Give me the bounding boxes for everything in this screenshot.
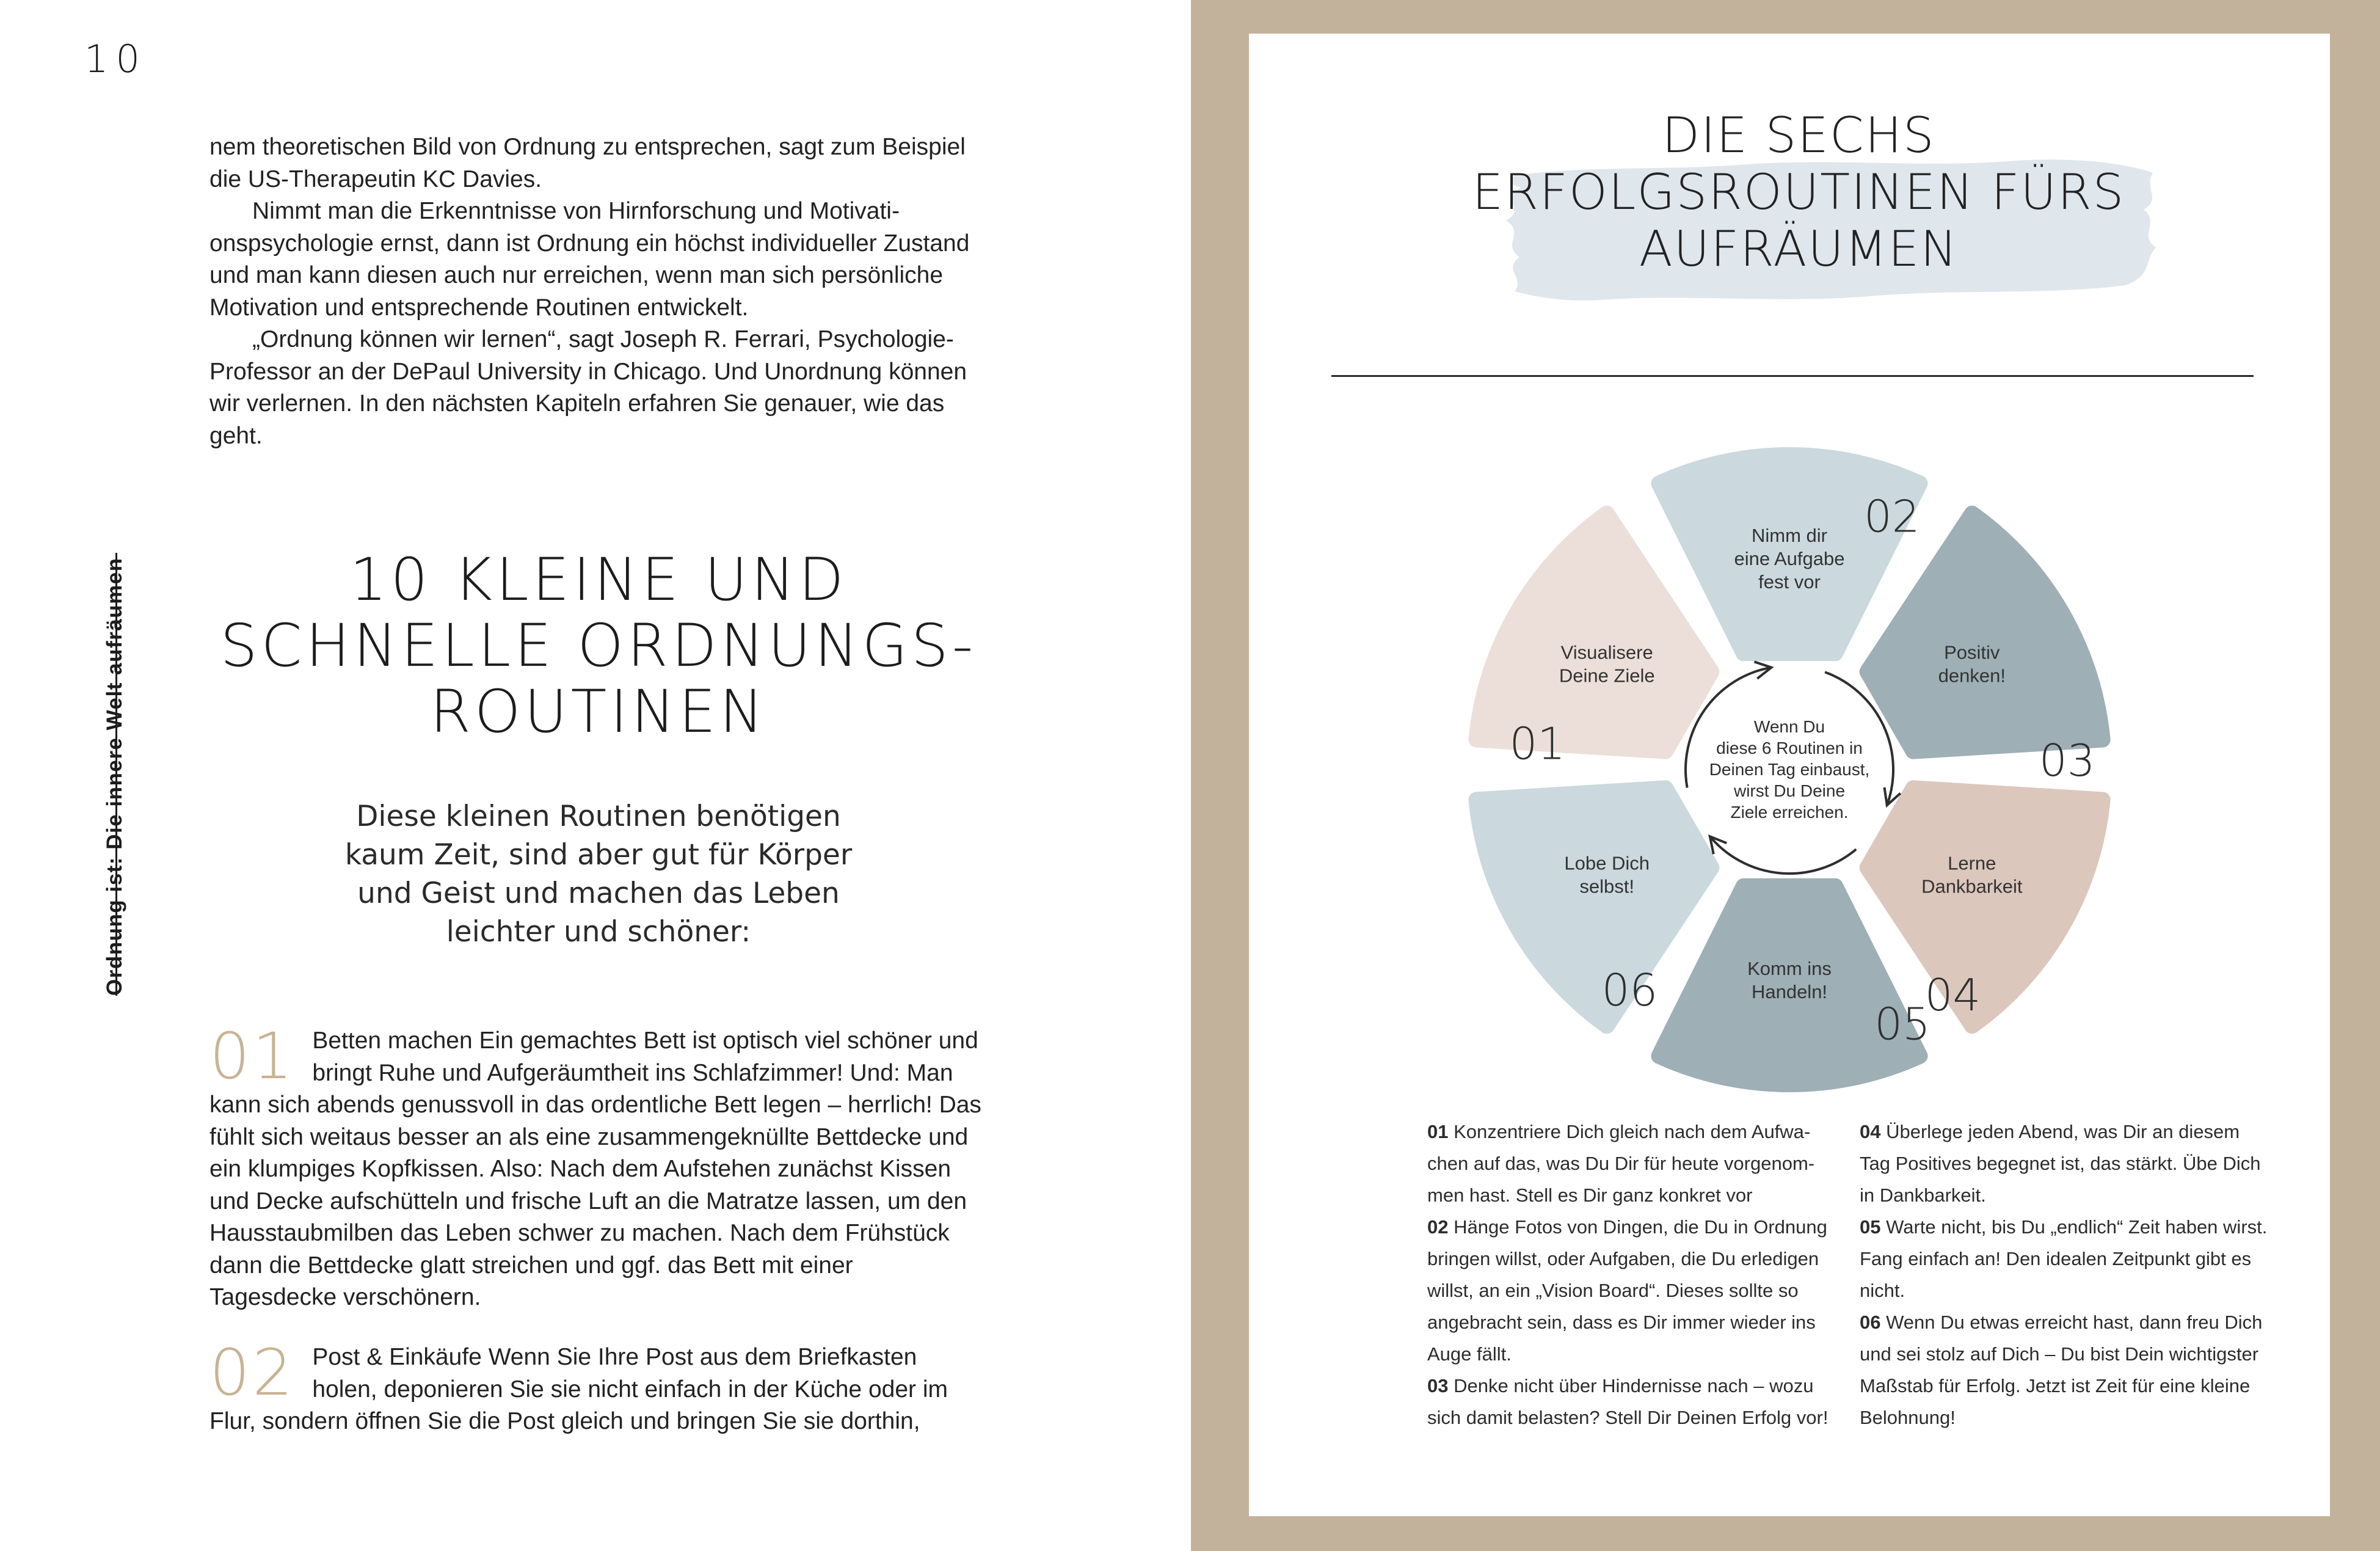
legend-text: Konzentriere Dich gleich nach dem Aufwachen auf das, was Du Dir für heute vorgenommen hast. Stell es Dir ganz konkret vor — [1427, 1121, 1815, 1206]
routine-text: Ein gemachtes Bett ist optisch viel schöner und bringt Ruhe und Aufgeräumtheit ins Schlafzimmer! Und: Man kann sich abends genussvoll in das ordentliche Bett legen – herrlich! Das fühlt sich weitaus besser an als eine zusammengeknüllte Bettdecke und ein klumpiges Kopfkissen. Also: Nach dem Aufstehen zunächst Kissen und Decke aufschütteln und frische Luft an die Matratze lassen, um den Hausstaubmilben das Leben schwer zu machen. Nach dem Frühstück dann die Bettdecke glatt streichen und ggf. das Bett mit einer Tagesdecke verschönern. — [209, 1027, 981, 1310]
legend-number: 03 — [1427, 1375, 1449, 1396]
legend-column-right — [1860, 1116, 2275, 1434]
infographic-card — [1249, 34, 2330, 1516]
legend-number: 01 — [1427, 1121, 1449, 1142]
legend-item — [1427, 1116, 1843, 1211]
routine-text: Wenn Sie Ihre Post aus dem Briefkasten holen, deponieren Sie sie nicht einfach in der Küche oder im Flur, sondern öffnen Sie die Post gleich und bringen Sie sie dorthin, — [209, 1344, 948, 1434]
legend-item — [1860, 1116, 2275, 1211]
heading-line: 10 KLEINE UND — [349, 546, 848, 614]
wheel-segment-03 — [1868, 514, 2103, 751]
legend-text: Denke nicht über Hindernisse nach – wozu sich damit belasten? Stell Dir Deinen Erfolg vor! — [1427, 1375, 1829, 1428]
wheel-segment-label: Lobe Dich selbst! — [1564, 852, 1650, 897]
heading-divider — [1331, 375, 2254, 377]
intro-paragraph: nem theoretischen Bild von Ordnung zu entsprechen, sagt zum Beispiel die US-Therapeutin KC Davies. — [209, 134, 966, 192]
wheel-center-text: Wenn Du diese 6 Routinen in Deinen Tag einbaust, wirst Du Deine Ziele erreichen. — [1709, 717, 1870, 822]
wheel-segment-number: 04 — [1924, 969, 1981, 1021]
section-heading — [159, 547, 1038, 745]
legend-text: Wenn Du etwas erreicht hast, dann freu Dich und sei stolz auf Dich – Du bist Dein wichtigster Maßstab für Erfolg. Jetzt ist Zeit für eine kleine Belohnung! — [1860, 1312, 2263, 1428]
legend-text: Überlege jeden Abend, was Dir an diesem Tag Positives begegnet ist, das stärkt. Übe Dich in Dankbarkeit. — [1860, 1121, 2261, 1206]
legend-item — [1860, 1307, 2275, 1434]
heading-line: ROUTINEN — [430, 677, 767, 746]
wheel-segment-label: Visualisere Deine Ziele — [1559, 641, 1655, 687]
legend-item — [1427, 1370, 1843, 1434]
routine-title: Post & Einkäufe — [312, 1344, 482, 1370]
infographic-heading — [1426, 107, 2171, 277]
wheel-segment-label: Positiv denken! — [1938, 641, 2006, 687]
cycle-arrow-arc — [1710, 836, 1857, 874]
routine-item — [209, 1335, 985, 1438]
legend-text: Warte nicht, bis Du „endlich“ Zeit haben wirst. Fang einfach an! Den idealen Zeitpunkt gibt es nicht. — [1860, 1216, 2268, 1301]
legend-number: 02 — [1427, 1216, 1449, 1238]
wheel-segment-label: Lerne Dankbarkeit — [1921, 852, 2023, 897]
routine-title: Betten machen — [312, 1027, 473, 1054]
side-label: Ordnung ist: Die innere Welt aufräumen — [103, 557, 126, 996]
routine-wheel — [1438, 418, 2141, 1121]
routine-item — [209, 1019, 985, 1314]
wheel-segment-01 — [1476, 514, 1711, 751]
legend-number: 04 — [1860, 1121, 1881, 1142]
legend-number: 06 — [1860, 1312, 1881, 1333]
heading-line: ERFOLGSROUTINEN FÜRS — [1472, 164, 2125, 221]
section-subheading: Diese kleinen Routinen benötigen kaum Zeit, sind aber gut für Körper und Geist und machen das Leben leichter und schöner: — [344, 800, 853, 949]
legend-number: 05 — [1860, 1216, 1881, 1238]
wheel-segment-label: Nimm dir eine Aufgabe fest vor — [1734, 525, 1845, 593]
wheel-segment-number: 03 — [2039, 735, 2095, 787]
legend-text: Hänge Fotos von Dingen, die Du in Ordnung bringen willst, oder Aufgaben, die Du erledigen willst, an ein „Vision Board“. Dieses sollte so angebracht sein, dass es Dir immer wieder ins Auge fällt. — [1427, 1216, 1827, 1365]
intro-text — [209, 131, 979, 452]
legend-column-left — [1427, 1116, 1843, 1434]
page-number: 10 — [84, 37, 147, 81]
wheel-segment-label: Komm ins Handeln! — [1747, 958, 1832, 1002]
intro-paragraph: Nimmt man die Erkenntnisse von Hirnforschung und Motivationspsychologie ernst, dann ist Ordnung ein höchst individueller Zustand und man kann diesen auch nur erreichen, wenn man sich persönliche Motivation und entsprechende Routinen entwickelt. — [209, 198, 970, 321]
heading-line: SCHNELLE ORDNUNGS- — [220, 611, 977, 680]
routine-number: 02 — [209, 1335, 296, 1410]
heading-line: AUFRÄUMEN — [1639, 221, 1959, 277]
wheel-segment-06 — [1476, 788, 1711, 1026]
heading-line: DIE SECHS — [1662, 107, 1935, 164]
wheel-segment-number: 05 — [1874, 998, 1931, 1050]
legend-item — [1427, 1211, 1843, 1370]
intro-paragraph: „Ordnung können wir lernen“, sagt Joseph R. Ferrari, Psychologie-Professor an der DePaul University in Chicago. Und Unordnung können wir verlernen. In den nächsten Kapiteln erfahren Sie genauer, wie das geht. — [209, 326, 967, 449]
routine-number: 01 — [209, 1019, 296, 1093]
legend-item — [1860, 1211, 2275, 1307]
wheel-segment-number: 01 — [1509, 718, 1566, 770]
wheel-segment-number: 02 — [1864, 491, 1920, 542]
wheel-segment-number: 06 — [1601, 965, 1658, 1016]
wheel-segment-04 — [1868, 788, 2103, 1026]
right-page — [1191, 0, 2380, 1551]
